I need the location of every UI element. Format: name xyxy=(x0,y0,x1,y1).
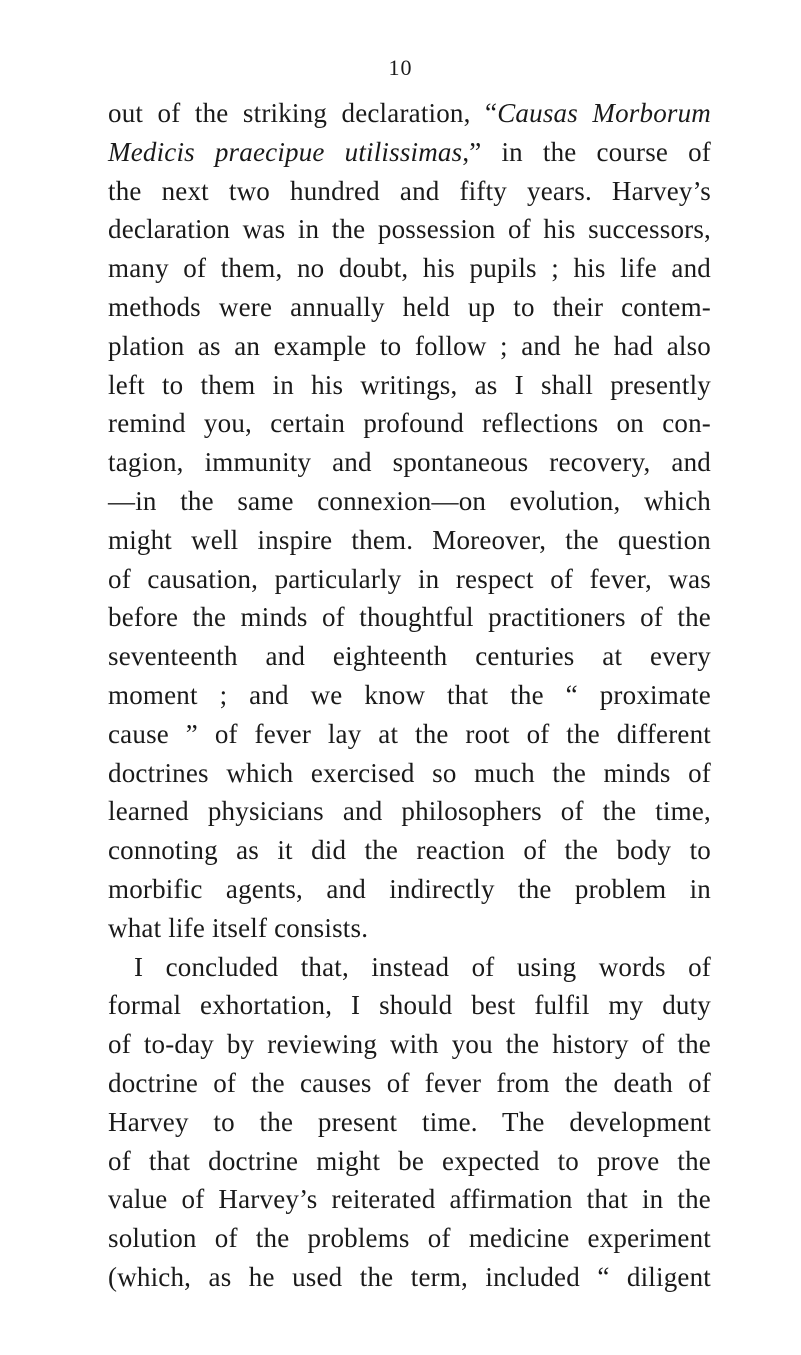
text-line: morbific agents, and indirectly the problem in xyxy=(108,873,711,904)
text-line: Medicis praecipue utilissimas,” in the course of xyxy=(108,136,711,167)
text-line: —in the same connexion—on evolution, which xyxy=(108,485,711,516)
text-line: formal exhortation, I should best fulfil my duty xyxy=(108,990,711,1021)
text-line: cause ” of fever lay at the root of the different xyxy=(108,718,711,749)
page-number: 10 xyxy=(388,55,413,80)
text-line: solution of the problems of medicine experiment xyxy=(108,1223,711,1254)
text-line: the next two hundred and fifty years. Harvey’s xyxy=(108,175,711,206)
text-line: connoting as it did the reaction of the body to xyxy=(108,835,711,866)
text-line: learned physicians and philosophers of the time, xyxy=(108,796,711,827)
text-line: of that doctrine might be expected to prove the xyxy=(108,1145,711,1176)
text-line: tagion, immunity and spontaneous recovery, and xyxy=(108,447,711,478)
text-line: what life itself consists. xyxy=(108,912,369,943)
body-text xyxy=(108,94,711,1297)
text-line: doctrine of the causes of fever from the death of xyxy=(108,1067,711,1098)
text-line: value of Harvey’s reiterated affirmation that in the xyxy=(108,1184,711,1215)
text-line: doctrines which exercised so much the minds of xyxy=(108,757,711,788)
text-line: remind you, certain profound reflections on con- xyxy=(108,408,711,439)
text-line: seventeenth and eighteenth centuries at every xyxy=(108,641,711,672)
text-line: moment ; and we know that the “ proximate xyxy=(108,679,711,710)
text-line: might well inspire them. Moreover, the question xyxy=(108,524,711,555)
text-line: declaration was in the possession of his successors, xyxy=(108,214,711,245)
text-line: of causation, particularly in respect of fever, was xyxy=(108,563,711,594)
text-line: (which, as he used the term, included “ diligent xyxy=(108,1261,711,1292)
text-line: plation as an example to follow ; and he had also xyxy=(108,330,711,361)
text-line: many of them, no doubt, his pupils ; his life and xyxy=(108,253,711,284)
text-line: of to-day by reviewing with you the history of the xyxy=(108,1029,711,1060)
text-line: I concluded that, instead of using words of xyxy=(134,951,711,982)
text-line: out of the striking declaration, “Causas Morborum xyxy=(108,98,711,128)
text-line: before the minds of thoughtful practitioners of the xyxy=(108,602,711,633)
text-line: methods were annually held up to their contem- xyxy=(108,291,711,322)
text-line: Harvey to the present time. The development xyxy=(108,1106,711,1137)
text-line: left to them in his writings, as I shall presently xyxy=(108,369,711,400)
